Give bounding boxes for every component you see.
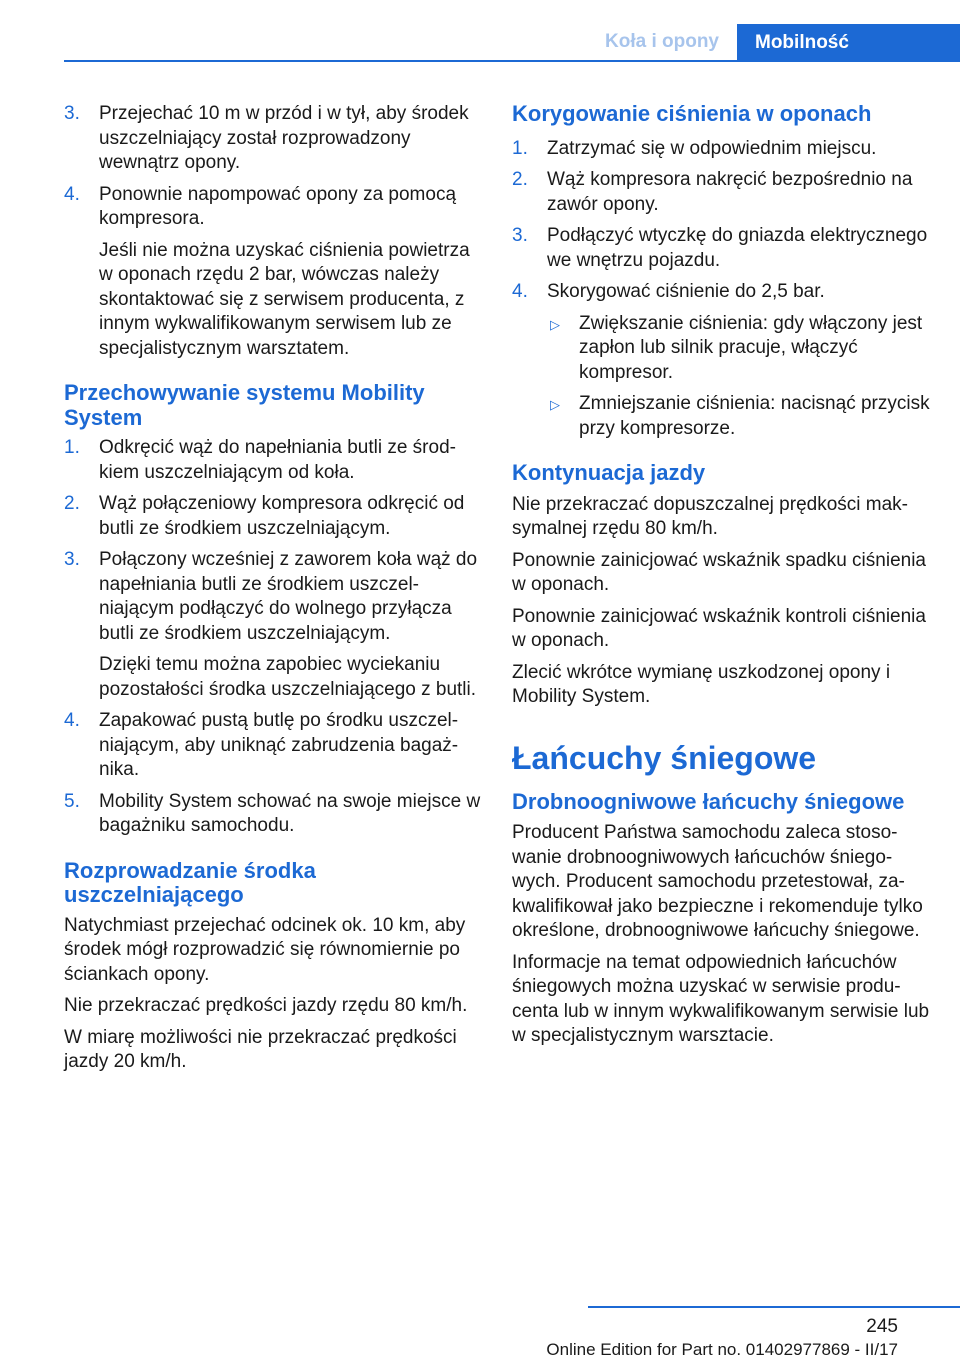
triangle-bullet-icon: ▷ [550,397,560,412]
left-column [64,102,482,1082]
right-column [512,102,932,1056]
paragraph: Ponownie zainicjować wskaźnik spadku ciśnienia w oponach. [512,549,926,595]
list-item [512,168,932,217]
header-divider [64,60,960,62]
bullet-text: Zwiększanie ciśnienia: gdy włączony jest zapłon lub silnik pracuje, włączyć kompresor. [579,312,923,383]
list-item [64,183,482,362]
step-number: 1. [64,437,80,458]
list-item [64,548,482,702]
step-number: 2. [64,493,80,514]
step-text: Skorygować ciśnienie do 2,5 bar. [547,281,825,302]
step-text: Wąż kompresora nakręcić bezpośrednio na zawór opony. [547,169,913,215]
list-item [512,137,932,162]
paragraph: Ponownie zainicjować wskaźnik kontroli ciśnienia w oponach. [512,605,926,651]
chapter-heading-lancuchy: Łańcuchy śniegowe [512,739,817,776]
step-number: 3. [64,103,80,124]
bullet-item [547,392,932,441]
bullet-text: Zmniejszanie ciśnienia: nacisnąć przycisk przy kompresorze. [579,393,930,439]
step-text: Zapakować pustą butlę po środku uszczelniającym, aby uniknąć zabrudzenia bagażnika. [99,710,459,780]
step-text: Odkręcić wąż do napełniania butli ze środkiem uszczelniającym od koła. [99,437,456,483]
section-heading-drobnoogniwowe: Drobnoogniwowe łańcuchy śniegowe [512,788,905,814]
step-number: 4. [64,710,80,731]
step-text: Wąż połączeniowy kompresora odkręcić od butli ze środkiem uszczelniającym. [99,493,465,539]
bullet-item [547,312,932,386]
step-note: Dzięki temu można zapobiec wyciekaniu pozostałości środka uszczelniającego z butli. [99,654,477,700]
step-text: Przejechać 10 m w przód i w tył, aby środek uszczelniający został rozprowadzony wewnątrz opony. [99,103,469,173]
step-number: 2. [512,169,528,190]
triangle-bullet-icon: ▷ [550,316,560,332]
paragraph: Informacje na temat odpowiednich łańcuchów śniegowych można uzyskać w serwisie producenta lub w innym wykwalifikowanym serwisie lub w specjalistycznym warsztacie. [512,951,930,1046]
section-heading-rozprowadzanie: Rozprowadzanie środka uszczelniającego [64,857,316,907]
section-heading-przechowywanie: Przechowywanie systemu Mobility System [64,380,425,430]
page-number: 245 [866,1316,898,1337]
paragraph: Nie przekraczać prędkości jazdy rzędu 80 km/h. [64,995,468,1016]
footer-divider [588,1306,960,1308]
list-item [64,790,482,839]
tab-kola-i-opony[interactable]: Koła i opony [605,31,719,52]
list-item [64,709,482,783]
step-text: Zatrzymać się w odpowiednim miejscu. [547,137,877,159]
step-text: Ponownie napompować opony za pomocą kompresora. [99,183,457,229]
step-number: 3. [512,225,528,246]
edition-info: Online Edition for Part no. 01402977869 - II/17 [546,1340,898,1359]
step-number: 3. [64,549,80,570]
paragraph: Producent Państwa samochodu zaleca stosowanie drobnoogniwowych łańcuchów śniegowych. Producent samochodu przetestował, zakwalifikował jako bezpieczne i rekomenduje tylko określone, drobnoogniwowe łańcuchy śniegowe. [512,822,923,941]
paragraph: Natychmiast przejechać odcinek ok. 10 km, aby środek mógł rozprowadzić się równomiernie po ściankach opony. [64,914,466,985]
step-text: Połączony wcześniej z zaworem koła wąż do napełniania butli ze środkiem uszczelniającym podłączyć do wolnego przyłącza butli ze środkiem uszczelniającym. [99,549,478,644]
paragraph: Nie przekraczać dopuszczalnej prędkości maksymalnej rzędu 80 km/h. [512,493,908,539]
step-number: 1. [512,137,528,159]
list-item [64,492,482,541]
step-number: 4. [64,183,80,205]
list-item [512,280,932,305]
step-note: Jeśli nie można uzyskać ciśnienia powietrza w oponach rzędu 2 bar, wówczas należy skontaktować się z serwisem producenta, z innym wykwalifikowanym serwisem lub ze specjalistycznym warsztatem. [99,239,470,359]
list-item [512,224,932,273]
section-heading-korygowanie: Korygowanie ciśnienia w oponach [512,101,872,126]
list-item [64,436,482,485]
paragraph: W miarę możliwości nie przekraczać prędkości jazdy 20 km/h. [64,1026,457,1072]
step-number: 5. [64,790,80,812]
list-item [64,102,482,176]
step-number: 4. [512,281,528,302]
paragraph: Zlecić wkrótce wymianę uszkodzonej opony i Mobility System. [512,661,891,707]
step-text: Mobility System schować na swoje miejsce w bagażniku samochodu. [99,790,481,836]
step-text: Podłączyć wtyczkę do gniazda elektrycznego we wnętrzu pojazdu. [547,225,928,271]
tab-mobilnosc[interactable]: Mobilność [737,24,960,62]
section-heading-kontynuacja: Kontynuacja jazdy [512,460,706,485]
